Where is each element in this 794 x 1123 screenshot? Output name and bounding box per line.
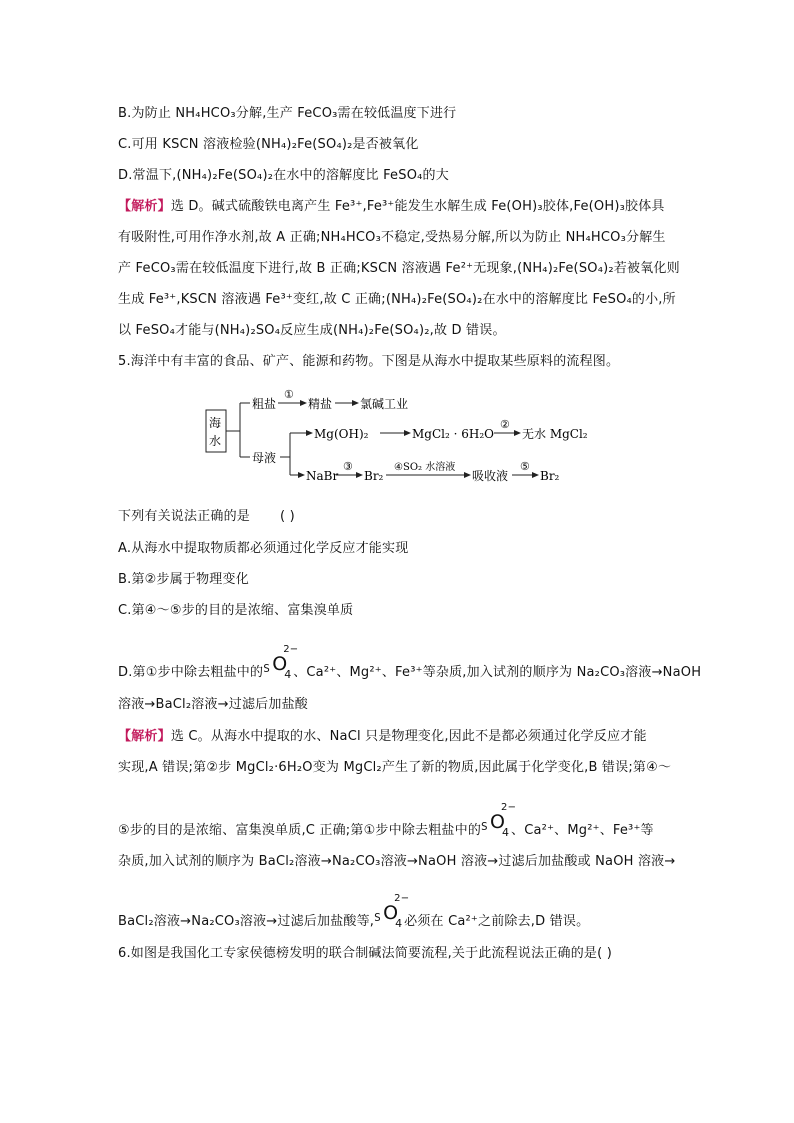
sulfate-ion: S O 2− 4 xyxy=(481,802,517,839)
option-b: B.第②步属于物理变化 xyxy=(118,572,249,587)
analysis-5-line-3: ⑤步的目的是浓缩、富集溴单质,C 正确;第①步中除去粗盐中的 S O 2− 4 、Ca²⁺、Mg²⁺、Fe³⁺等 xyxy=(118,802,654,839)
refined-salt: 精盐 xyxy=(308,397,333,411)
analysis-tag: 【解析】 xyxy=(118,199,171,214)
option-d-line-2: 溶液→BaCl₂溶液→过滤后加盐酸 xyxy=(118,697,308,712)
anhydrous-magnesium-chloride: 无水 MgCl₂ xyxy=(522,427,588,441)
answer-paren: ( ) xyxy=(280,509,295,524)
magnesium-chloride-hexahydrate: MgCl₂ · 6H₂O xyxy=(412,427,494,441)
question-6-stem: 6.如图是我国化工专家侯德榜发明的联合制碱法简要流程,关于此流程说法正确的是( ) xyxy=(118,946,613,961)
analysis-5-line-4: 杂质,加入试剂的顺序为 BaCl₂溶液→Na₂CO₃溶液→NaOH 溶液→过滤后加盐酸或 NaOH 溶液→ xyxy=(118,854,676,869)
magnesium-hydroxide: Mg(OH)₂ xyxy=(314,427,369,441)
bromine-1: Br₂ xyxy=(364,469,384,483)
step-3-label: ③ xyxy=(343,460,353,473)
option-d-prev: D.常温下,(NH₄)₂Fe(SO₄)₂在水中的溶解度比 FeSO₄的大 xyxy=(118,168,449,183)
step-4-label: ④SO₂ 水溶液 xyxy=(394,462,456,473)
analysis-4-line-2: 有吸附性,可用作净水剂,故 A 正确;NH₄HCO₃不稳定,受热易分解,所以为防止 NH₄HCO₃分解生 xyxy=(118,230,666,245)
analysis-4-line-5: 以 FeSO₄才能与(NH₄)₂SO₄反应生成(NH₄)₂Fe(SO₄)₂,故 D 错误。 xyxy=(118,323,506,338)
sulfate-ion: S O 2− 4 xyxy=(374,893,410,930)
seawater-label-2: 水 xyxy=(209,434,222,448)
question-5-stem: 5.海洋中有丰富的食品、矿产、能源和药物。下图是从海水中提取某些原料的流程图。 xyxy=(118,354,620,369)
analysis-4-line-4: 生成 Fe³⁺,KSCN 溶液遇 Fe³⁺变红,故 C 正确;(NH₄)₂Fe(SO₄)₂在水中的溶解度比 FeSO₄的小,所 xyxy=(118,292,676,307)
seawater-flow-diagram xyxy=(200,385,610,490)
analysis-5-line-5: BaCl₂溶液→Na₂CO₃溶液→过滤后加盐酸等, S O 2− 4 必须在 Ca²⁺之前除去,D 错误。 xyxy=(118,893,590,930)
step-5-label: ⑤ xyxy=(520,460,530,473)
seawater-label-1: 海 xyxy=(209,416,222,430)
analysis-4-line-3: 产 FeCO₃需在较低温度下进行,故 B 正确;KSCN 溶液遇 Fe²⁺无现象,(NH₄)₂Fe(SO₄)₂若被氧化则 xyxy=(118,261,680,276)
option-b-prev: B.为防止 NH₄HCO₃分解,生产 FeCO₃需在较低温度下进行 xyxy=(118,106,457,121)
analysis-5-line-1: 【解析】选 C。从海水中提取的水、NaCl 只是物理变化,因此不是都必须通过化学反应才能 xyxy=(118,729,647,744)
option-a: A.从海水中提取物质都必须通过化学反应才能实现 xyxy=(118,541,409,556)
option-c: C.第④～⑤步的目的是浓缩、富集溴单质 xyxy=(118,603,354,618)
sulfate-ion: S O 2− 4 xyxy=(263,644,299,681)
chlor-alkali-industry: 氯碱工业 xyxy=(360,397,409,411)
option-d-line-1: D.第①步中除去粗盐中的 S O 2− 4 、Ca²⁺、Mg²⁺、Fe³⁺等杂质,加入试剂的顺序为 Na₂CO₃溶液→NaOH xyxy=(118,644,702,681)
question-5-prompt: 下列有关说法正确的是 ( ) xyxy=(118,509,295,524)
step-1-label: ① xyxy=(284,388,294,401)
analysis-5-line-2: 实现,A 错误;第②步 MgCl₂·6H₂O变为 MgCl₂产生了新的物质,因此属于化学变化,B 错误;第④～ xyxy=(118,760,672,775)
analysis-tag: 【解析】 xyxy=(118,729,171,744)
sodium-bromide: NaBr xyxy=(306,469,339,483)
absorption-liquid: 吸收液 xyxy=(472,469,509,483)
option-c-prev: C.可用 KSCN 溶液检验(NH₄)₂Fe(SO₄)₂是否被氧化 xyxy=(118,137,419,152)
analysis-4-line-1: 【解析】选 D。碱式硫酸铁电离产生 Fe³⁺,Fe³⁺能发生水解生成 Fe(OH)₃胶体,Fe(OH)₃胶体具 xyxy=(118,199,665,214)
step-2-label: ② xyxy=(500,418,510,431)
crude-salt: 粗盐 xyxy=(252,397,277,411)
mother-liquor: 母液 xyxy=(252,451,277,465)
bromine-2: Br₂ xyxy=(540,469,560,483)
